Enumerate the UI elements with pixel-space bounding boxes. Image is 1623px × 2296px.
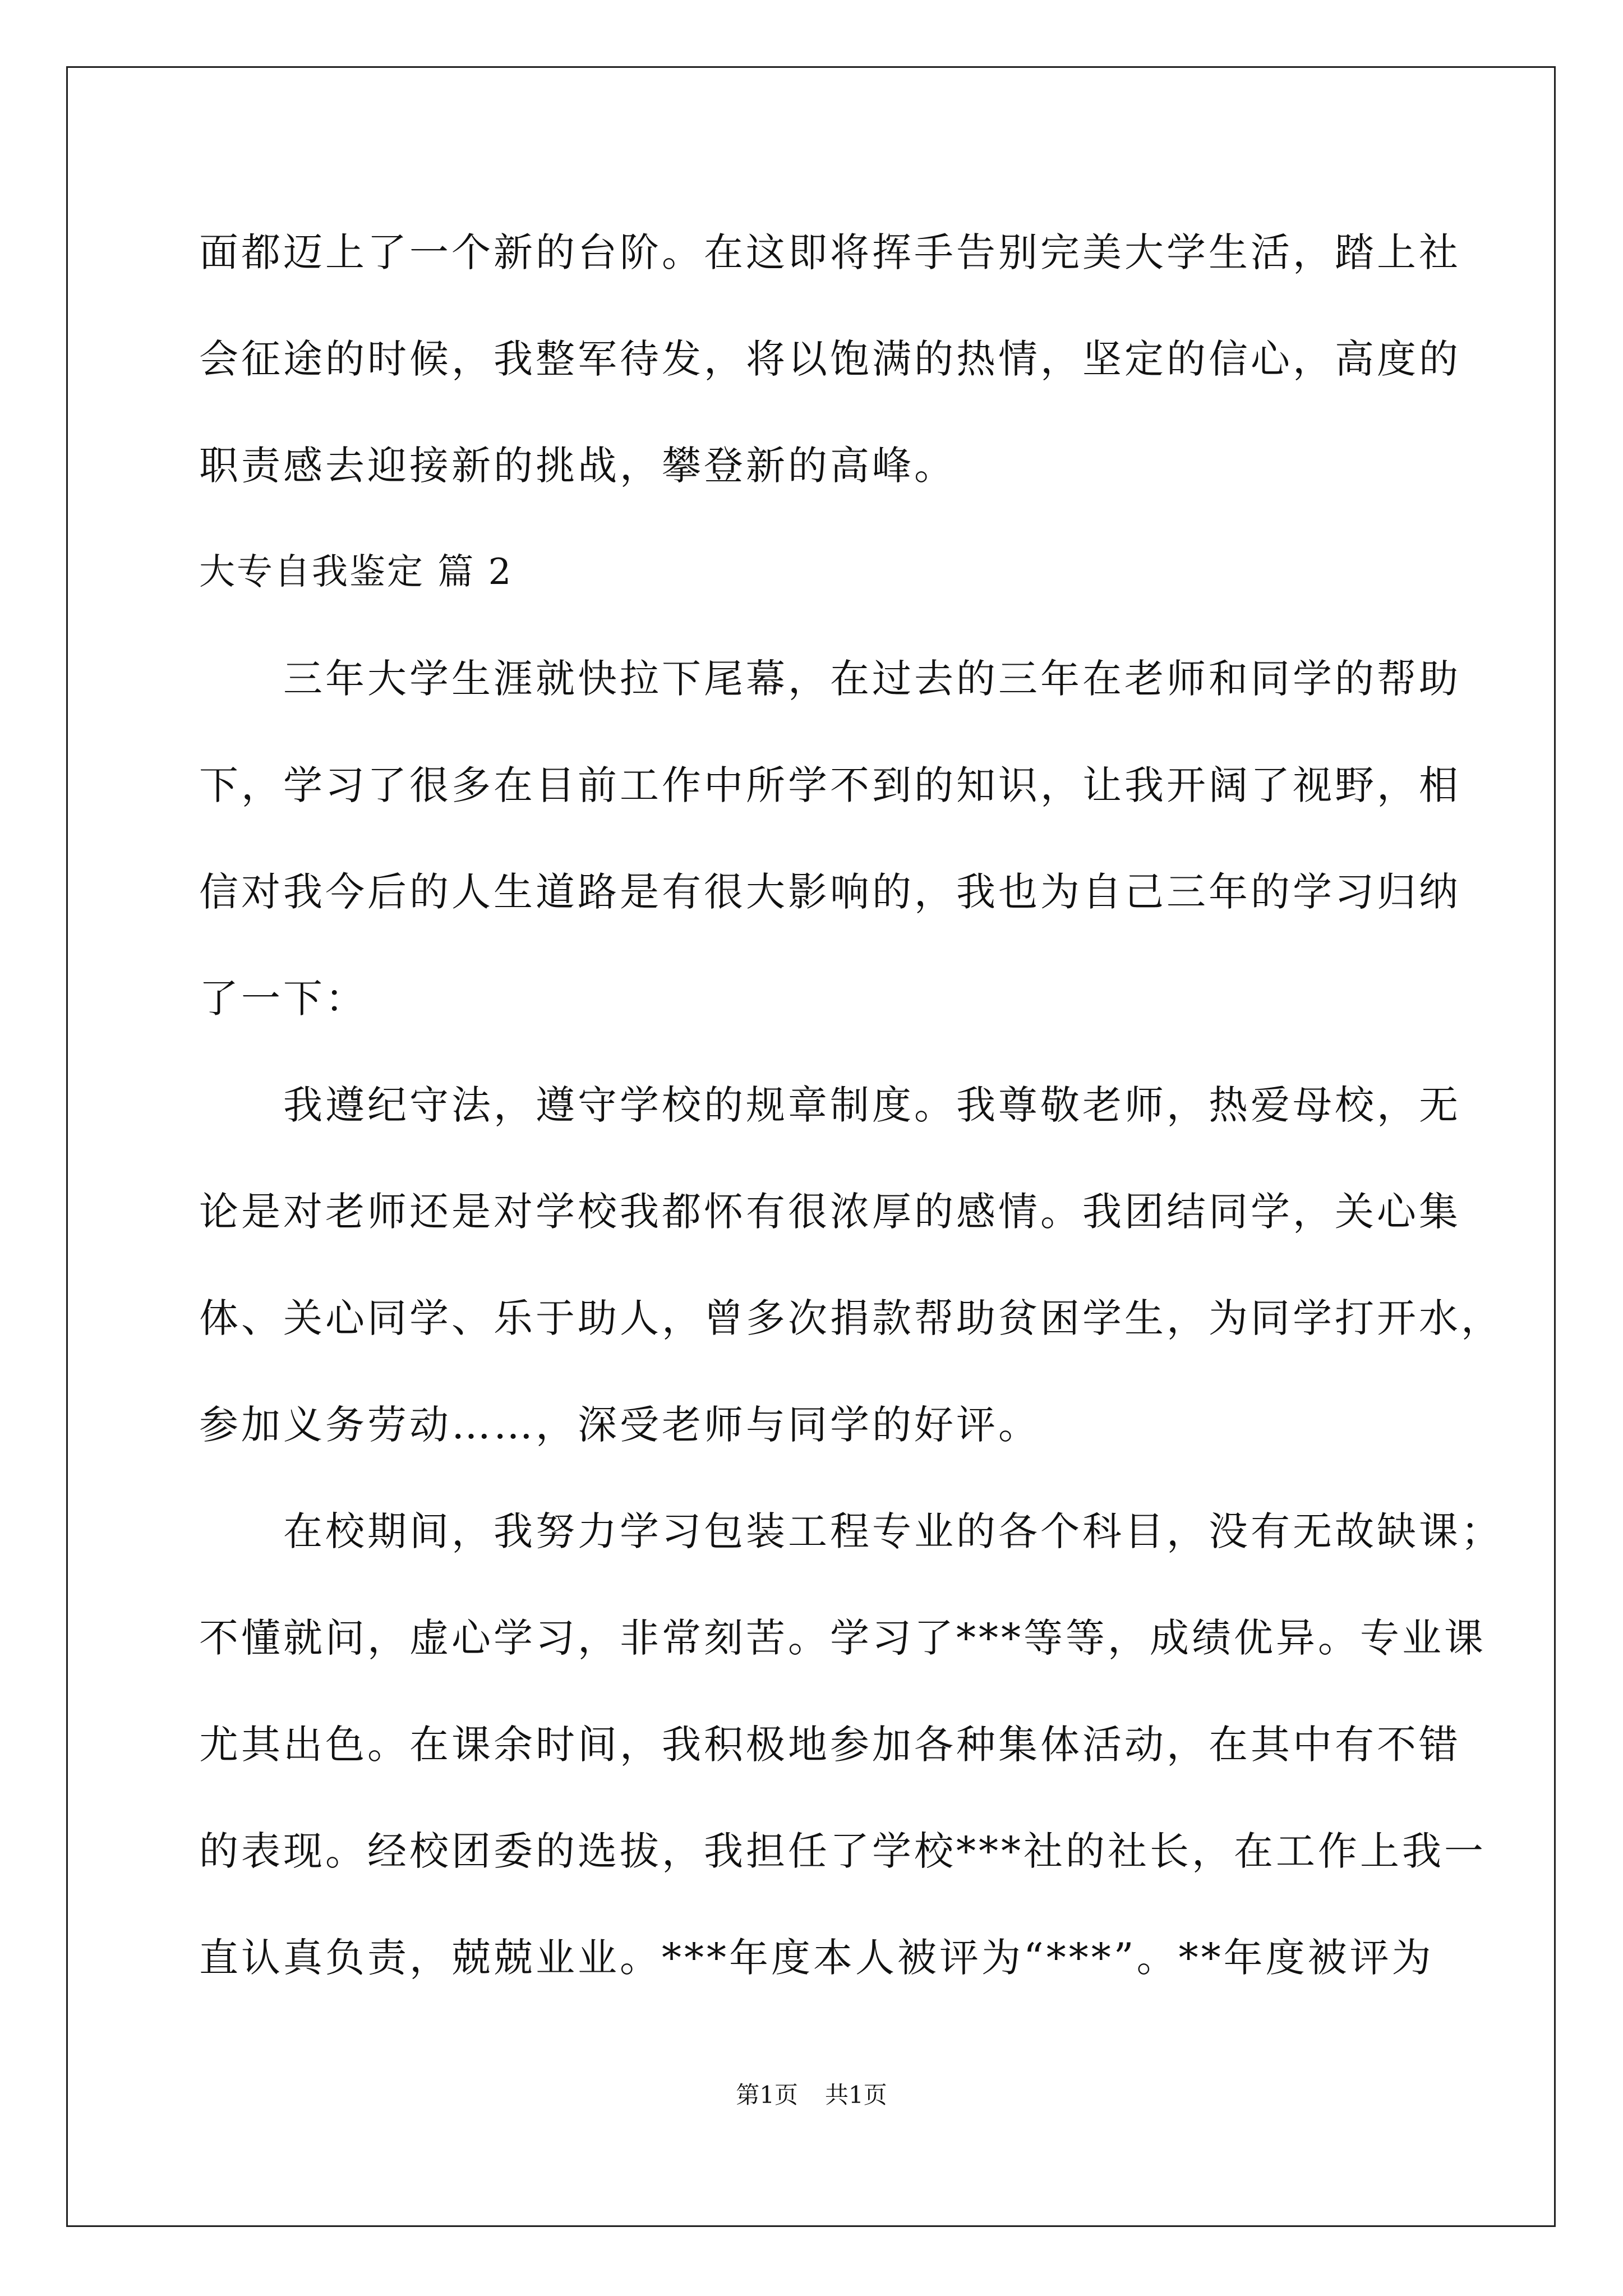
- paragraph-line: 体、关心同学、乐于助人，曾多次捐款帮助贫困学生，为同学打开水，: [199, 1295, 1503, 1341]
- page-number-total: 共1页: [825, 2081, 887, 2109]
- paragraph-line: 的表现。经校团委的选拔，我担任了学校***社的社长，在工作上我一: [199, 1828, 1486, 1874]
- paragraph-line: 信对我今后的人生道路是有很大影响的，我也为自己三年的学习归纳: [199, 869, 1461, 915]
- paragraph-line: 职责感去迎接新的挑战，攀登新的高峰。: [199, 443, 956, 489]
- paragraph-line: 我遵纪守法，遵守学校的规章制度。我尊敬老师，热爱母校，无: [283, 1082, 1461, 1128]
- paragraph-line: 论是对老师还是对学校我都怀有很浓厚的感情。我团结同学，关心集: [199, 1189, 1461, 1235]
- paragraph-line: 直认真负责，兢兢业业。***年度本人被评为“***”。**年度被评为: [199, 1935, 1434, 1981]
- section-heading: 大专自我鉴定 篇 2: [199, 551, 513, 593]
- paragraph-line: 下，学习了很多在目前工作中所学不到的知识，让我开阔了视野，相: [199, 762, 1461, 808]
- paragraph-line: 参加义务劳动……，深受老师与同学的好评。: [199, 1402, 1040, 1448]
- paragraph-line: 面都迈上了一个新的台阶。在这即将挥手告别完美大学生活，踏上社: [199, 229, 1461, 275]
- paragraph-line: 了一下：: [199, 976, 367, 1022]
- paragraph-line: 不懂就问，虚心学习，非常刻苦。学习了***等等，成绩优异。专业课: [199, 1615, 1486, 1661]
- page-footer: [0, 2078, 1623, 2112]
- paragraph-line: 会征途的时候，我整军待发，将以饱满的热情，坚定的信心，高度的: [199, 336, 1461, 382]
- paragraph-line: 在校期间，我努力学习包装工程专业的各个科目，没有无故缺课；: [283, 1508, 1503, 1554]
- paragraph-line: 三年大学生涯就快拉下尾幕，在过去的三年在老师和同学的帮助: [283, 656, 1461, 702]
- paragraph-line: 尤其出色。在课余时间，我积极地参加各种集体活动，在其中有不错: [199, 1722, 1461, 1768]
- page-border: [66, 66, 1556, 2227]
- page-number-current: 第1页: [736, 2081, 798, 2109]
